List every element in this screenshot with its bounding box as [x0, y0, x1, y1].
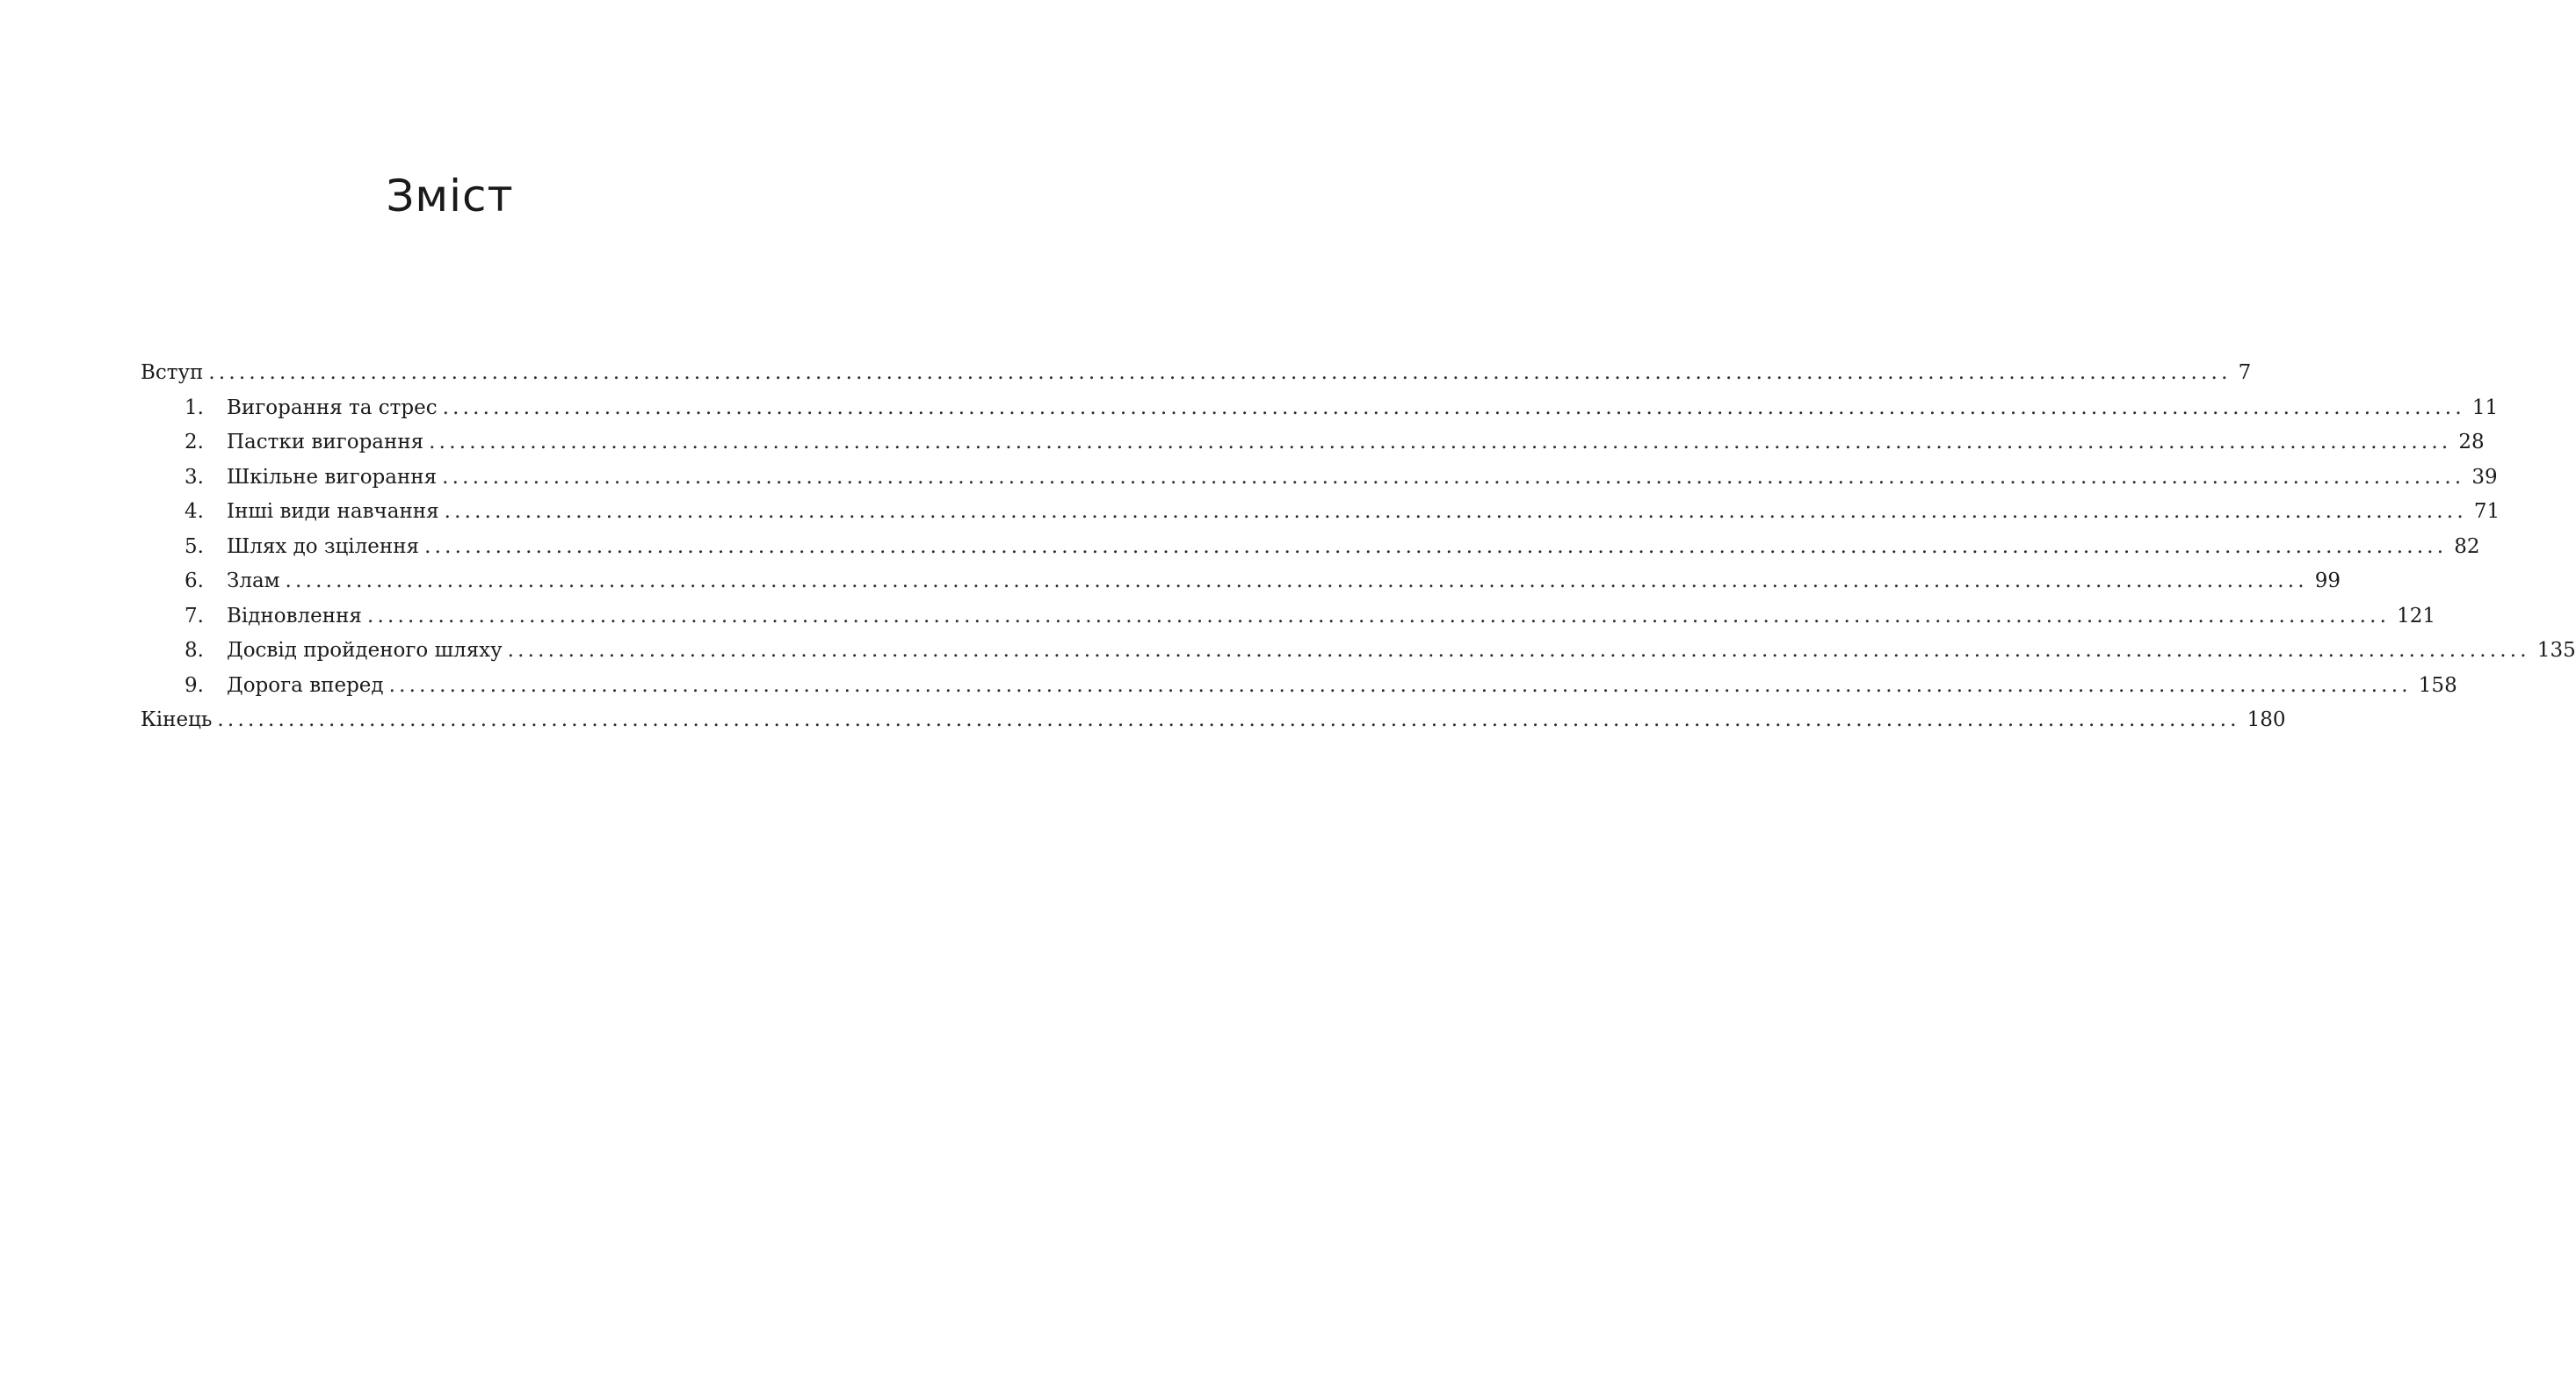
toc-entry-chapter-8[interactable] [141, 634, 2576, 669]
toc-entry-title: Кінець [141, 708, 213, 731]
toc-entry-title: Шлях до зцілення [227, 534, 420, 558]
toc-entry-chapter-7[interactable] [141, 599, 2436, 635]
dot-leader: ........................................................................................................................................................................................................ [424, 534, 2448, 558]
toc-entry-chapter-2[interactable] [141, 425, 2485, 461]
toc-entry-chapter-6[interactable] [141, 564, 2341, 599]
toc-page-number: 71 [2473, 500, 2500, 523]
toc-entry-title: Вступ [141, 361, 204, 384]
chapter-number: 7. [185, 604, 204, 627]
toc-entry-intro[interactable] [141, 356, 2252, 391]
dot-leader: ........................................................................................................................................................................................................ [507, 639, 2530, 662]
table-of-contents [141, 356, 2576, 738]
dot-leader: ........................................................................................................................................................................................................ [217, 708, 2240, 731]
chapter-number: 6. [185, 569, 204, 592]
chapter-number: 2. [185, 431, 204, 453]
chapter-number: 3. [185, 465, 204, 489]
toc-entry-chapter-3[interactable] [141, 461, 2498, 496]
toc-entry-title: Шкільне вигорання [227, 465, 438, 489]
toc-page-number: 121 [2397, 604, 2436, 627]
toc-entry-chapter-4[interactable] [141, 495, 2500, 530]
toc-page-number: 11 [2471, 395, 2499, 419]
toc-page-number: 7 [2238, 361, 2252, 384]
toc-entry-title: Дорога вперед [227, 673, 384, 697]
toc-page-number: 28 [2458, 431, 2485, 453]
toc-entry-chapter-9[interactable] [141, 669, 2457, 704]
chapter-number: 4. [185, 500, 204, 523]
toc-entry-title: Інші види навчання [227, 500, 439, 523]
dot-leader: ........................................................................................................................................................................................................ [366, 604, 2391, 627]
toc-page-number: 180 [2247, 708, 2286, 731]
chapter-number: 1. [185, 395, 204, 419]
dot-leader: ........................................................................................................................................................................................................ [208, 361, 2232, 384]
dot-leader: ........................................................................................................................................................................................................ [442, 395, 2465, 419]
toc-entry-title: Злам [227, 569, 280, 592]
chapter-number: 5. [185, 534, 204, 558]
toc-page-number: 82 [2454, 534, 2480, 558]
toc-page-number: 99 [2314, 569, 2341, 592]
toc-page-number: 39 [2471, 465, 2498, 489]
toc-entry-title: Відновлення [227, 604, 362, 627]
dot-leader: ........................................................................................................................................................................................................ [444, 500, 2467, 523]
dot-leader: ........................................................................................................................................................................................................ [429, 431, 2452, 453]
chapter-number: 8. [185, 639, 204, 662]
toc-entry-chapter-1[interactable] [141, 391, 2499, 426]
dot-leader: ........................................................................................................................................................................................................ [442, 465, 2465, 489]
toc-entry-end[interactable] [141, 703, 2286, 738]
toc-entry-title: Досвід пройденого шляху [227, 639, 503, 662]
toc-entry-title: Вигорання та стрес [227, 395, 438, 419]
toc-page-number: 135 [2536, 639, 2576, 662]
toc-entry-chapter-5[interactable] [141, 530, 2480, 565]
dot-leader: ........................................................................................................................................................................................................ [285, 569, 2308, 592]
dot-leader: ........................................................................................................................................................................................................ [388, 673, 2412, 697]
toc-page-number: 158 [2418, 673, 2457, 697]
toc-entry-title: Пастки вигорання [227, 431, 424, 453]
chapter-number: 9. [185, 673, 204, 697]
page-title: Зміст [386, 170, 514, 221]
